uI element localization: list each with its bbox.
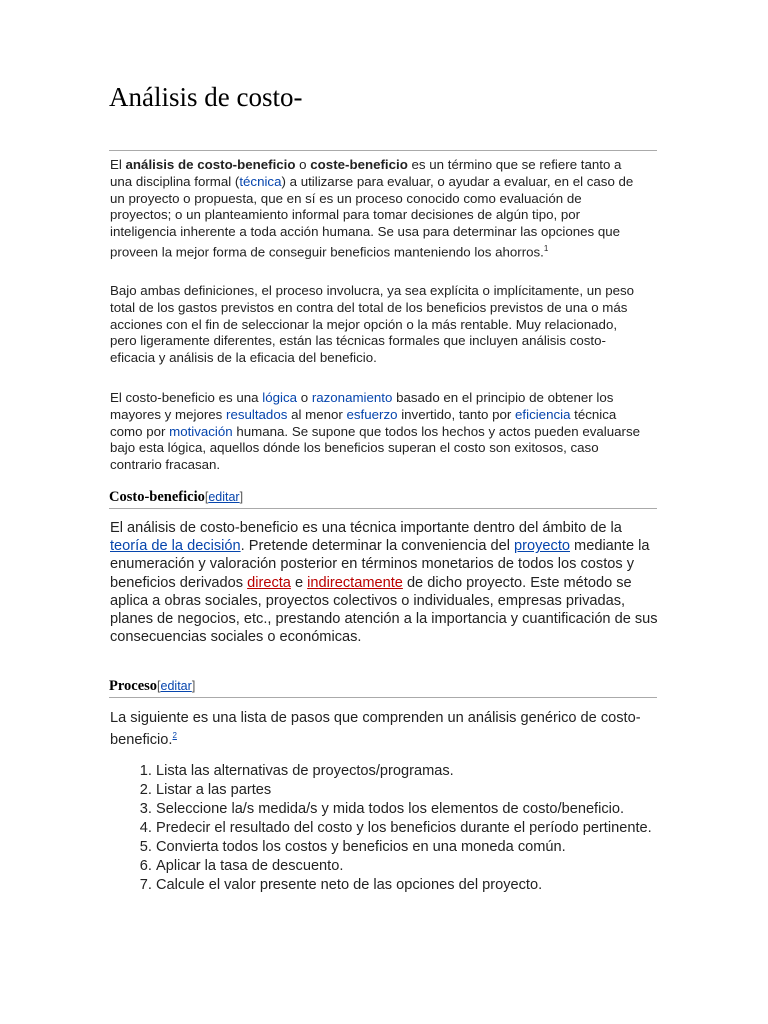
section-heading-text: Proceso	[109, 678, 158, 694]
bold-term: análisis de costo-beneficio	[125, 157, 296, 172]
edit-link-proceso[interactable]: editar	[160, 679, 192, 693]
link-tecnica[interactable]: técnica	[239, 173, 282, 189]
link-resultados[interactable]: resultados	[226, 406, 288, 422]
page-title: Análisis de costo-	[109, 82, 303, 112]
reference-2[interactable]: 2	[172, 731, 177, 741]
link-motivacion[interactable]: motivación	[169, 423, 233, 439]
text-run: El análisis de costo-beneficio es una técnica importante dentro del ámbito de la	[110, 520, 622, 536]
text-run: El costo-beneficio es una	[110, 390, 263, 405]
section-heading-costo-beneficio	[109, 489, 657, 509]
text-run: e	[290, 574, 308, 591]
intro-paragraph-3	[110, 390, 646, 474]
link-indirectamente[interactable]: indirectamente	[307, 574, 403, 591]
list-item: 6. Aplicar la tasa de descuento.	[156, 857, 686, 876]
text-run: al menor	[287, 406, 347, 422]
list-item: 5. Convierta todos los costos y beneficios en una moneda común.	[156, 838, 686, 857]
text-run: es un término que se refiere tanto a una disciplina formal (	[110, 157, 622, 189]
edit-bracket: ]	[239, 490, 244, 504]
edit-bracket: [	[157, 679, 161, 693]
text-run: El	[110, 157, 126, 172]
edit-bracket: ]	[191, 679, 196, 693]
text-run: basado en el principio de obtener los mayores y mejores	[110, 390, 614, 422]
text-run: La siguiente es una lista de pasos que comprenden un análisis genérico de costo-beneficio.	[110, 710, 641, 749]
list-item: 1. Lista las alternativas de proyectos/programas.	[156, 762, 686, 781]
link-proyecto[interactable]: proyecto	[514, 538, 570, 555]
text-run: o	[297, 390, 312, 405]
bold-term: coste-beneficio	[310, 157, 408, 172]
text-run: ) a utilizarse para evaluar, o ayudar a evaluar, en el caso de un proyecto o propuesta, que en sí es un proceso conocido como evaluación de proyectos; o un planteamiento informal para tomar decisiones de algún tipo, por inteligencia inherente a toda acción humana. Se usa para determinar las opciones que proveen la mejor forma de conseguir beneficios manteniendo los ahorros.	[110, 173, 634, 260]
reference-1[interactable]: 1	[543, 243, 549, 253]
intro-paragraph-1	[110, 157, 646, 261]
process-steps-list	[110, 762, 686, 895]
text-run: humana. Se supone que todos los hechos y actos pueden evaluarse bajo esta lógica, aquellos dónde los beneficios superan el costo son exitosos, caso contrario fracasan.	[110, 423, 641, 473]
text-run: mediante la enumeración y valoración posterior en términos monetarios de todos los costos y beneficios derivados	[110, 538, 650, 591]
link-teoria-de-la-decision[interactable]: teoría de la decisión	[110, 538, 241, 555]
link-razonamiento[interactable]: razonamiento	[311, 390, 393, 405]
section-heading-proceso	[109, 678, 657, 698]
costo-beneficio-paragraph	[110, 519, 658, 646]
intro-paragraph-2: Bajo ambas definiciones, el proceso involucra, ya sea explícita o implícitamente, un peso total de los gastos previstos en contra del total de los beneficios previstos de una o más acciones con el fin de seleccionar la mejor opción o la más rentable. Muy relacionado, pero ligeramente diferentes, están las técnicas formales que incluyen análisis costo-eficacia y análisis de la eficacia del beneficio.	[110, 283, 635, 366]
section-heading-text: Costo-beneficio	[109, 489, 205, 505]
link-logica[interactable]: lógica	[262, 390, 298, 405]
proceso-intro-paragraph	[110, 709, 658, 749]
list-item: 2. Listar a las partes	[156, 781, 686, 800]
list-item: 4. Predecir el resultado del costo y los beneficios durante el período pertinente.	[156, 819, 686, 838]
link-directa[interactable]: directa	[247, 574, 291, 591]
link-esfuerzo[interactable]: esfuerzo	[346, 406, 398, 422]
text-run: invertido, tanto por	[397, 406, 516, 422]
edit-bracket: [	[204, 490, 209, 504]
text-run: o	[295, 157, 311, 172]
text-run: de dicho proyecto. Este método se aplica a obras sociales, proyectos colectivos o individuales, empresas privadas, planes de negocios, etc., prestando atención a la importancia y cuantificación de sus consecuencias sociales o económicas.	[110, 574, 658, 646]
title-divider	[109, 150, 657, 151]
list-item: 7. Calcule el valor presente neto de las opciones del proyecto.	[156, 876, 686, 895]
text-run: técnica como por	[110, 406, 617, 439]
list-item: 3. Seleccione la/s medida/s y mida todos los elementos de costo/beneficio.	[156, 800, 686, 819]
link-eficiencia[interactable]: eficiencia	[515, 406, 571, 422]
edit-link-costo-beneficio[interactable]: editar	[208, 490, 240, 504]
text-run: . Pretende determinar la conveniencia del	[240, 538, 515, 555]
